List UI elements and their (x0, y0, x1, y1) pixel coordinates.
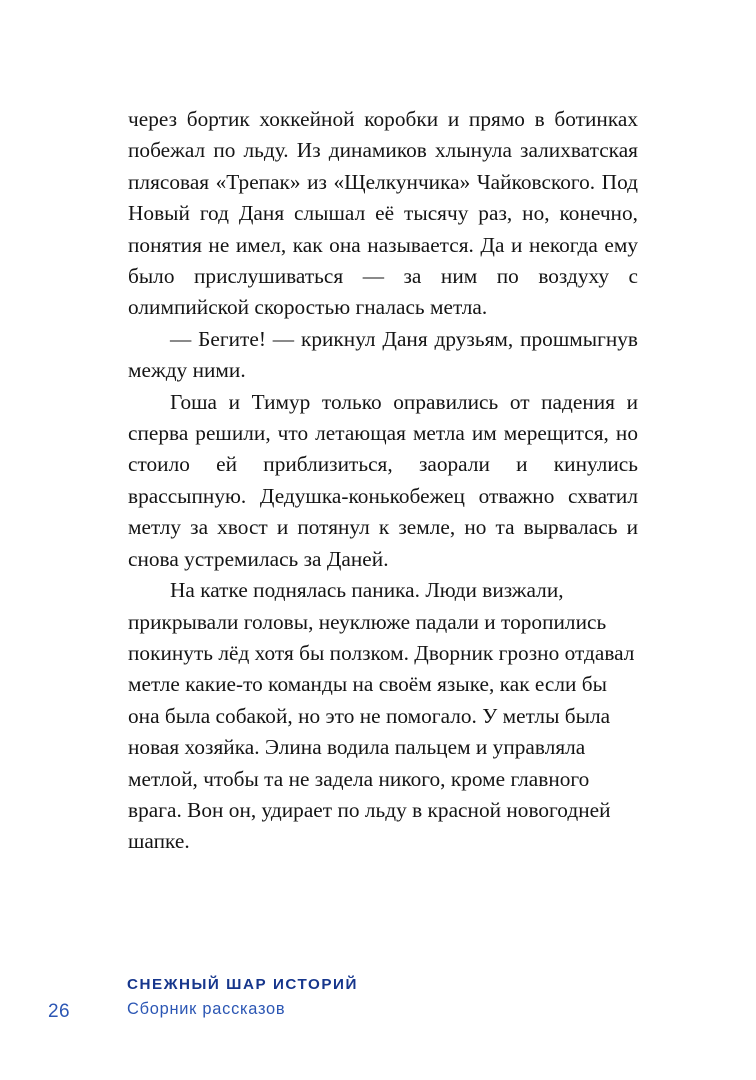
paragraph: через бортик хоккейной коробки и прямо в ботинках побежал по льду. Из динамиков хлынула залихватская плясовая «Трепак» из «Щелкунчика» Чайковского. Под Новый год Даня слышал её тысячу раз, но, конечно, понятия не имел, как она называется. Да и некогда ему было прислушиваться — за ним по воздуху с олимпийской скоростью гналась метла. (128, 107, 638, 320)
book-subtitle: Сборник рассказов (127, 1000, 286, 1018)
paragraph: На катке поднялась паника. Люди визжали, прикрывали головы, неуклюже падали и торопились покинуть лёд хотя бы ползком. Дворник грозно отдавал метле какие-то команды на своём языке, как если бы она была собакой, но это не помогало. У метлы была новая хозяйка. Элина водила пальцем и управляла метлой, чтобы та не задела никого, кроме главного врага. Вон он, удирает по льду в красной новогодней шапке. (128, 578, 635, 854)
page-footer (0, 975, 756, 1035)
body-text-block (128, 104, 638, 858)
paragraph: Гоша и Тимур только оправились от падения и сперва решили, что летающая метла им мерещится, но стоило ей приблизиться, заорали и кинулись врассыпную. Дедушка-конькобежец отважно схватил метлу за хвост и потянул к земле, но та вырвалась и снова устремилась за Даней. (128, 389, 638, 571)
book-title: СНЕЖНЫЙ ШАР ИСТОРИЙ (127, 976, 358, 993)
footer-text-group (127, 975, 358, 1020)
page-number: 26 (48, 1001, 70, 1022)
paragraph: — Бегите! — крикнул Даня друзьям, прошмыгнув между ними. (128, 326, 638, 383)
